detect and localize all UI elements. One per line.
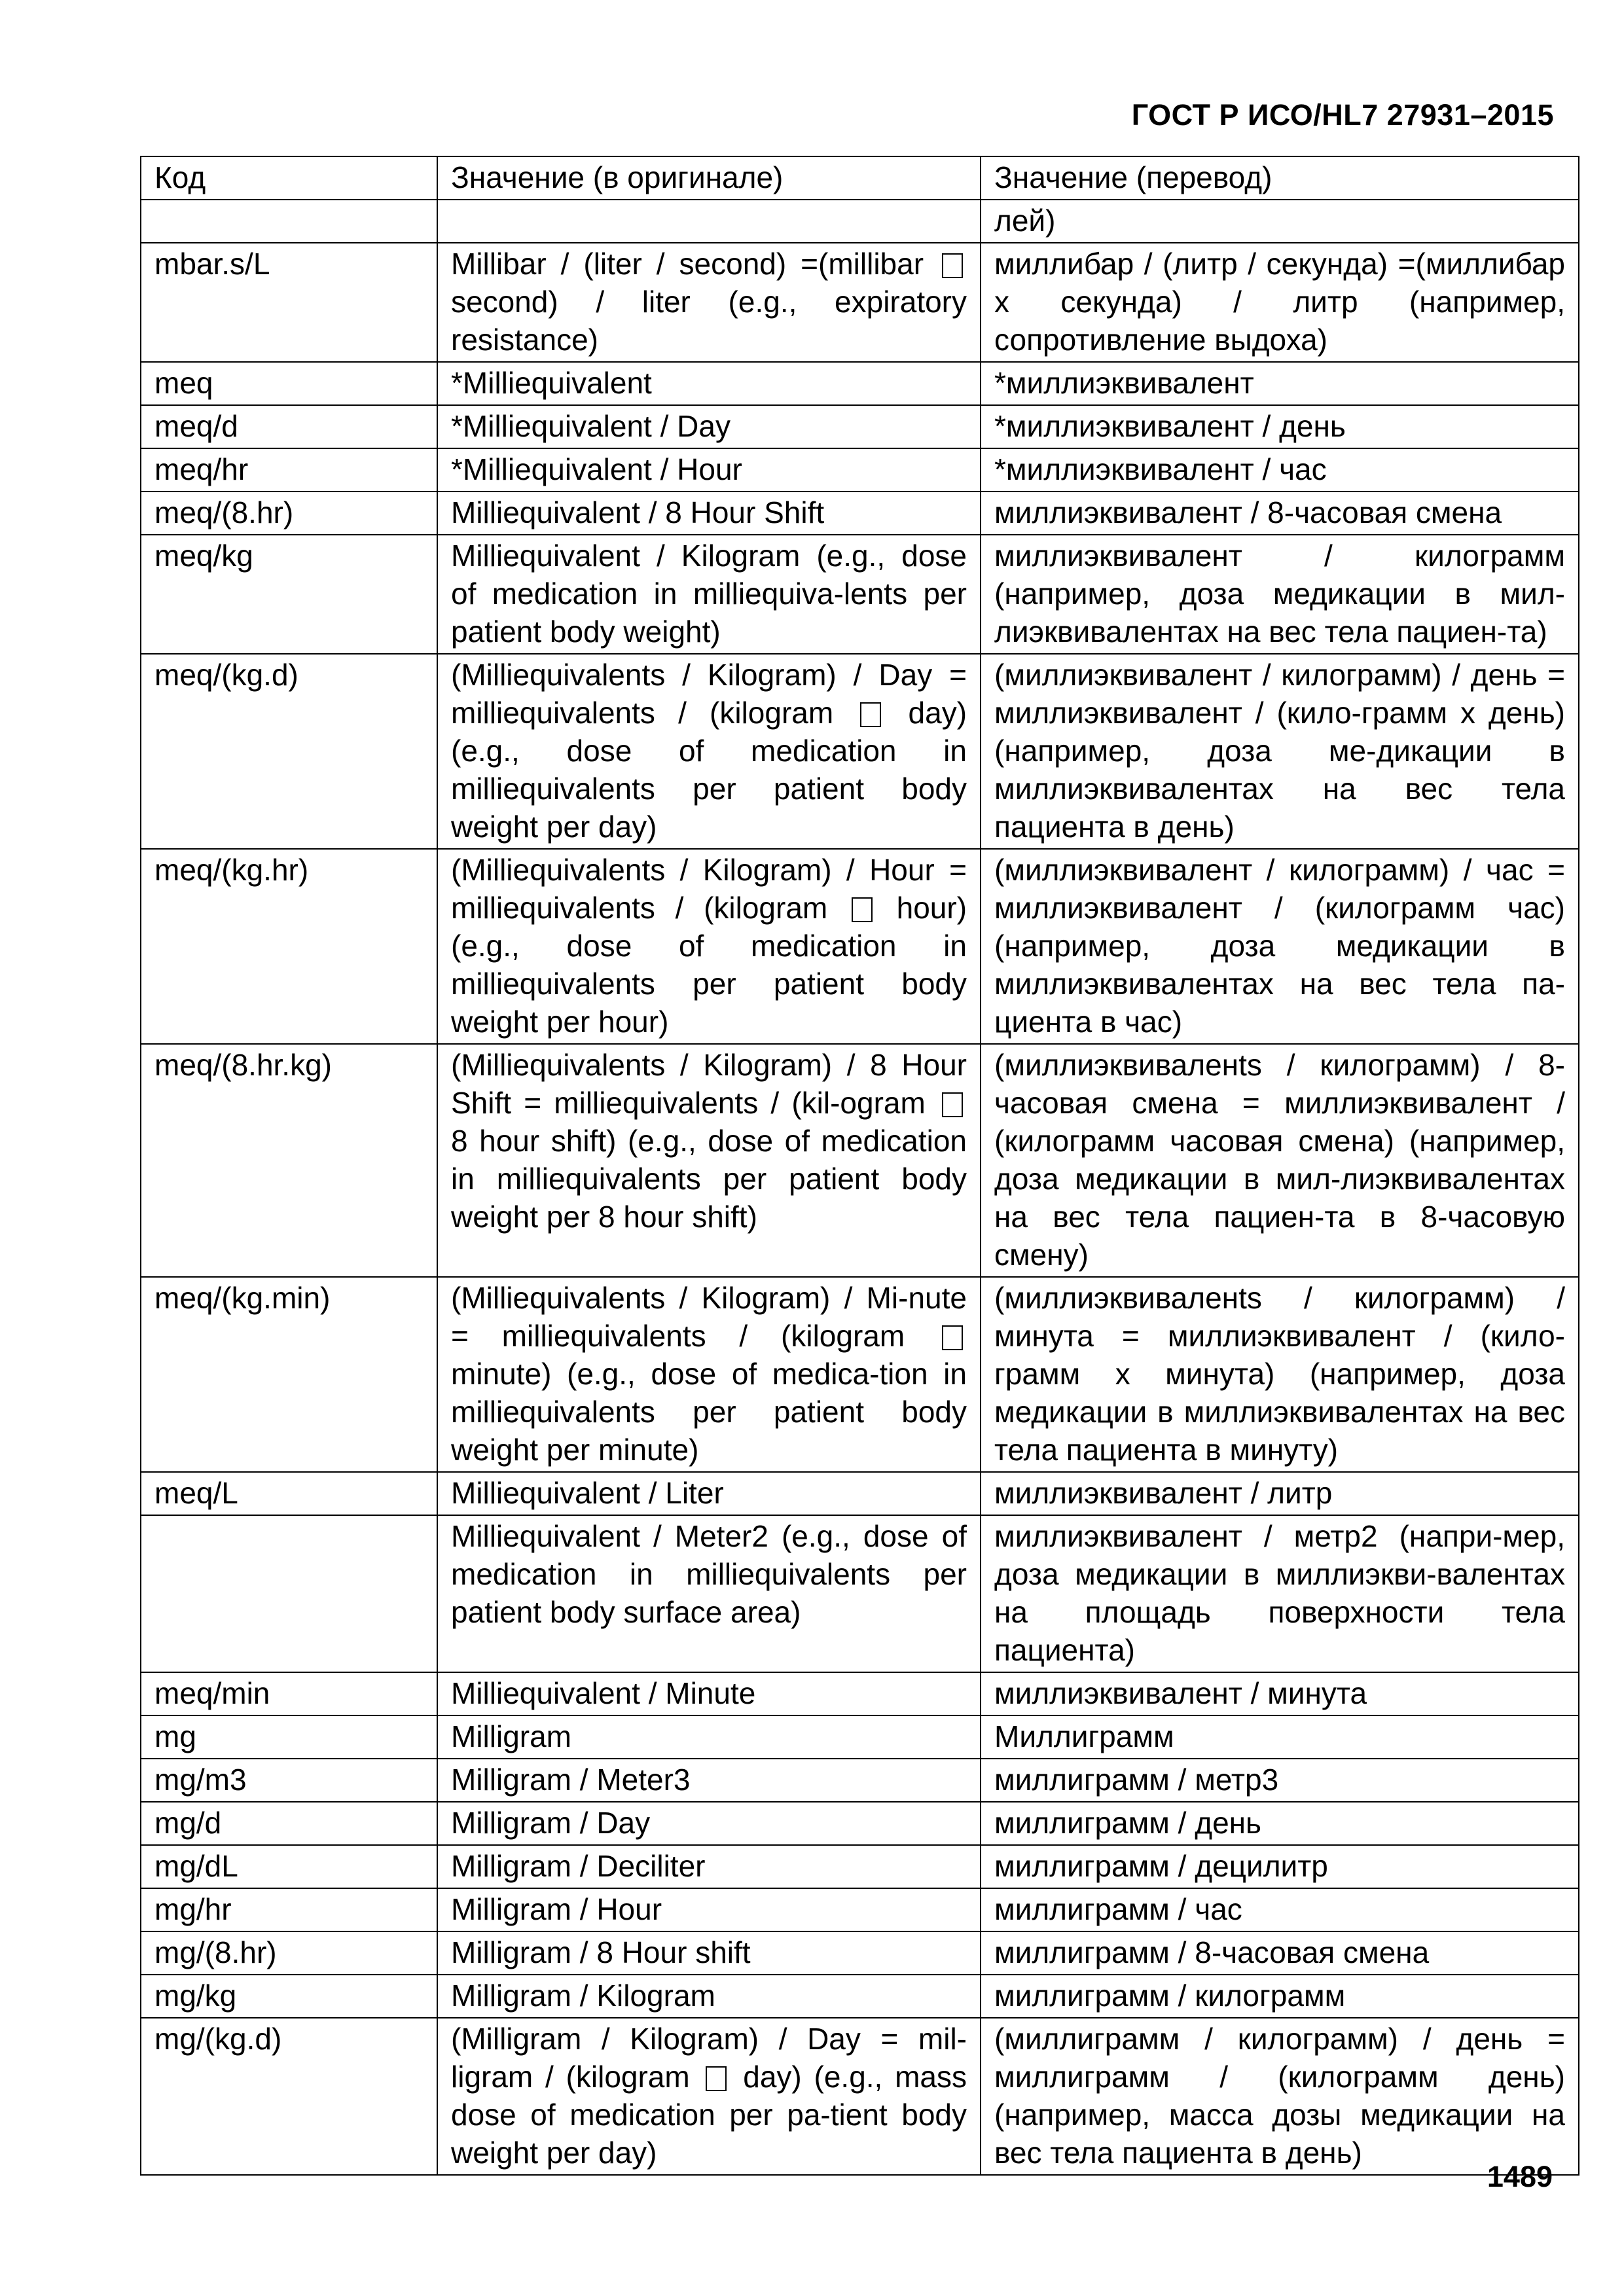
table-row xyxy=(141,1931,1579,1975)
cell-original-text-before: (Milliequivalents / Kilogram) / Mi-nute = milliequivalents / (kilogram xyxy=(451,1281,967,1353)
cell-original xyxy=(437,1044,981,1277)
cell-original xyxy=(437,1277,981,1472)
table-row xyxy=(141,1802,1579,1845)
cell-original: Milliequivalent / 8 Hour Shift xyxy=(437,492,981,535)
cell-code: mg/kg xyxy=(141,1975,437,2018)
cell-original: Milligram / Deciliter xyxy=(437,1845,981,1888)
table-row xyxy=(141,654,1579,849)
cell-code: meq/min xyxy=(141,1672,437,1715)
cell-code: meq/(kg.d) xyxy=(141,654,437,849)
cell-original: *Milliequivalent / Day xyxy=(437,405,981,448)
table-row xyxy=(141,243,1579,362)
cell-translation: миллиграмм / килограмм xyxy=(981,1975,1579,2018)
cell-translation: миллиграмм / 8-часовая смена xyxy=(981,1931,1579,1975)
table-row xyxy=(141,492,1579,535)
cell-code: mg/hr xyxy=(141,1888,437,1931)
cell-original: Milligram / Day xyxy=(437,1802,981,1845)
column-header-translation: Значение (перевод) xyxy=(981,156,1579,200)
cell-original-text-before: Millibar / (liter / second) =(millibar xyxy=(451,247,924,281)
cell-code: mg/(8.hr) xyxy=(141,1931,437,1975)
table-row xyxy=(141,1715,1579,1759)
cell-code: mg/dL xyxy=(141,1845,437,1888)
cell-original: Milligram / Meter3 xyxy=(437,1759,981,1802)
table-row xyxy=(141,200,1579,243)
missing-glyph-box-icon xyxy=(706,2066,727,2091)
cell-original: Milliequivalent / Minute xyxy=(437,1672,981,1715)
table-row xyxy=(141,1277,1579,1472)
cell-code: meq/hr xyxy=(141,448,437,492)
table-row xyxy=(141,1975,1579,2018)
cell-code: meq/(kg.min) xyxy=(141,1277,437,1472)
document-standard-header: ГОСТ Р ИСО/HL7 27931–2015 xyxy=(1131,98,1554,132)
cell-original-text-after: day) (e.g., dose of medication in milliequivalents per patient body weight per day) xyxy=(451,696,967,844)
cell-original-text-after: 8 hour shift) (e.g., dose of medication in milliequivalents per patient body weight per 8 hour shift) xyxy=(451,1124,967,1234)
cell-code: meq xyxy=(141,362,437,405)
column-header-code: Код xyxy=(141,156,437,200)
cell-original xyxy=(437,243,981,362)
cell-translation: *миллиэквивалент / час xyxy=(981,448,1579,492)
cell-code: meq/(8.hr.kg) xyxy=(141,1044,437,1277)
cell-code xyxy=(141,200,437,243)
table-header-row xyxy=(141,156,1579,200)
missing-glyph-box-icon xyxy=(942,1092,963,1117)
cell-original: Milliequivalent / Liter xyxy=(437,1472,981,1515)
cell-code: meq/kg xyxy=(141,535,437,654)
cell-code: mg/(kg.d) xyxy=(141,2018,437,2175)
cell-code: meq/d xyxy=(141,405,437,448)
page-number: 1489 xyxy=(1487,2160,1553,2193)
cell-translation: *миллиэквивалент xyxy=(981,362,1579,405)
cell-translation: *миллиэквивалент / день xyxy=(981,405,1579,448)
table-row xyxy=(141,2018,1579,2175)
cell-original: Milligram / Hour xyxy=(437,1888,981,1931)
cell-translation: (миллиэквиваленts / килограмм) / минута = миллиэквивалент / (кило-грамм х минута) (например, доза медикации в миллиэквивалентах на вес тела пациента в минуту) xyxy=(981,1277,1579,1472)
cell-original-text-before: (Milliequivalents / Kilogram) / Day = milliequivalents / (kilogram xyxy=(451,658,967,730)
cell-original-text-after: minute) (e.g., dose of medica-tion in milliequivalents per patient body weight per minute) xyxy=(451,1357,967,1467)
missing-glyph-box-icon xyxy=(852,897,873,922)
cell-code: mg/m3 xyxy=(141,1759,437,1802)
cell-code: meq/L xyxy=(141,1472,437,1515)
cell-translation: миллиэквивалент / 8-часовая смена xyxy=(981,492,1579,535)
table-row xyxy=(141,405,1579,448)
cell-translation: лей) xyxy=(981,200,1579,243)
cell-original-text-before: (Milliequivalents / Kilogram) / Hour = milliequivalents / (kilogram xyxy=(451,853,967,925)
cell-translation: миллиграмм / день xyxy=(981,1802,1579,1845)
cell-original: *Milliequivalent / Hour xyxy=(437,448,981,492)
table-row xyxy=(141,1044,1579,1277)
missing-glyph-box-icon xyxy=(860,702,881,727)
cell-translation: миллиэквивалент / килограмм (например, доза медикации в мил-лиэквивалентах на вес тела пациен-та) xyxy=(981,535,1579,654)
cell-original: Milligram xyxy=(437,1715,981,1759)
cell-original-text-after: second) / liter (e.g., expiratory resistance) xyxy=(451,285,967,357)
cell-original: Milligram / 8 Hour shift xyxy=(437,1931,981,1975)
table-row xyxy=(141,1759,1579,1802)
cell-original-text-after: day) (e.g., mass dose of medication per pa-tient body weight per day) xyxy=(451,2060,967,2170)
cell-code: mg xyxy=(141,1715,437,1759)
cell-original: *Milliequivalent xyxy=(437,362,981,405)
table-row xyxy=(141,849,1579,1044)
table-row xyxy=(141,1472,1579,1515)
cell-translation: миллиэквивалент / метр2 (напри-мер, доза медикации в миллиэкви-валентах на площадь поверхности тела пациента) xyxy=(981,1515,1579,1672)
cell-original-text-before: (Milligram / Kilogram) / Day = mil-ligram / (kilogram xyxy=(451,2022,967,2094)
table-row xyxy=(141,535,1579,654)
column-header-original: Значение (в оригинале) xyxy=(437,156,981,200)
cell-translation: (миллиэквиваленts / килограмм) / 8-часовая смена = миллиэквивалент / (килограмм часовая смена) (например, доза медикации в мил-лиэквивалентах на вес тела пациен-та в 8-часовую смену) xyxy=(981,1044,1579,1277)
cell-original xyxy=(437,2018,981,2175)
cell-translation: миллиэквивалент / минута xyxy=(981,1672,1579,1715)
cell-original xyxy=(437,654,981,849)
cell-code xyxy=(141,1515,437,1672)
cell-translation: (миллиграмм / килограмм) / день = миллиграмм / (килограмм день) (например, масса дозы медикации на вес тела пациента в день) xyxy=(981,2018,1579,2175)
cell-original-text-after: hour) (e.g., dose of medication in milliequivalents per patient body weight per hour) xyxy=(451,891,967,1039)
table-row xyxy=(141,1888,1579,1931)
table-row xyxy=(141,1515,1579,1672)
cell-translation: (миллиэквивалент / килограмм) / день = миллиэквивалент / (кило-грамм х день) (например, доза ме-дикации в миллиэквивалентах на вес тела пациента в день) xyxy=(981,654,1579,849)
cell-code: mbar.s/L xyxy=(141,243,437,362)
table-row xyxy=(141,362,1579,405)
cell-code: meq/(8.hr) xyxy=(141,492,437,535)
cell-translation: миллибар / (литр / секунда) =(миллибар х секунда) / литр (например, сопротивление выдоха) xyxy=(981,243,1579,362)
cell-translation: (миллиэквивалент / килограмм) / час = миллиэквивалент / (килограмм час) (например, доза медикации в миллиэквивалентах на вес тела па-циента в час) xyxy=(981,849,1579,1044)
cell-original: Milliequivalent / Meter2 (e.g., dose of medication in milliequivalents per patient body surface area) xyxy=(437,1515,981,1672)
cell-code: mg/d xyxy=(141,1802,437,1845)
cell-original xyxy=(437,849,981,1044)
cell-translation: Миллиграмм xyxy=(981,1715,1579,1759)
table-row xyxy=(141,1672,1579,1715)
cell-translation: миллиграмм / час xyxy=(981,1888,1579,1931)
cell-translation: миллиграмм / метр3 xyxy=(981,1759,1579,1802)
cell-translation: миллиграмм / децилитр xyxy=(981,1845,1579,1888)
cell-code: meq/(kg.hr) xyxy=(141,849,437,1044)
cell-original-text-before: (Milliequivalents / Kilogram) / 8 Hour Shift = milliequivalents / (kil-ogram xyxy=(451,1048,967,1120)
table-row xyxy=(141,1845,1579,1888)
table-row xyxy=(141,448,1579,492)
units-table xyxy=(140,156,1579,2176)
cell-original xyxy=(437,200,981,243)
cell-original: Milligram / Kilogram xyxy=(437,1975,981,2018)
cell-original: Milliequivalent / Kilogram (e.g., dose of medication in milliequiva-lents per patient body weight) xyxy=(437,535,981,654)
cell-translation: миллиэквивалент / литр xyxy=(981,1472,1579,1515)
missing-glyph-box-icon xyxy=(942,1325,963,1350)
missing-glyph-box-icon xyxy=(942,253,963,278)
